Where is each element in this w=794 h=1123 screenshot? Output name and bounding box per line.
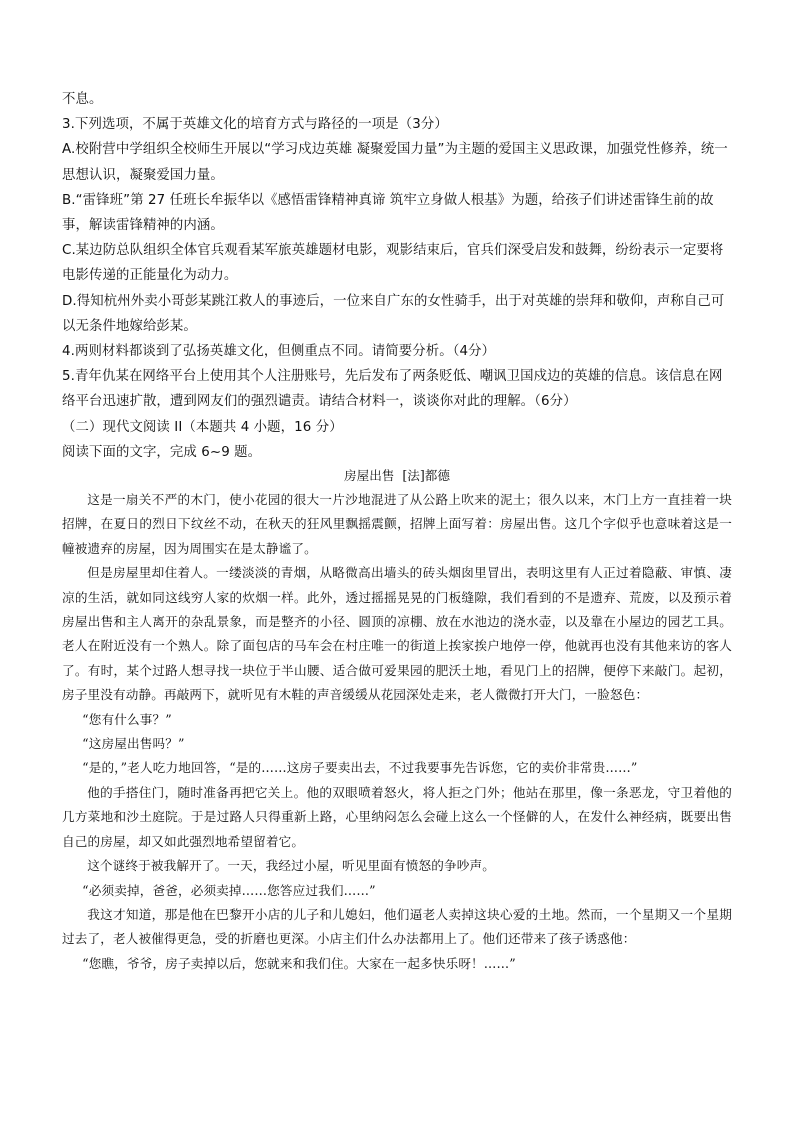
story-dialogue: “这房屋出售吗？” [82,736,185,752]
story-paragraph: 我这才知道，那是他在巴黎开小店的儿子和儿媳妇，他们逼老人卖掉这块心爱的土地。然而，一个星期又一个星期过去了，老人被催得更急，受的折磨也更深。小店主们什么办法都用上了。他们还带来了孩子诱惑他： [62,906,732,947]
story-dialogue: “您有什么事？” [82,711,172,727]
story-paragraph: 这个谜终于被我解开了。一天，我经过小屋，听见里面有愤怒的争吵声。 [87,858,495,874]
questions-block [62,87,732,465]
question-4: 4.两则材料都谈到了弘扬英雄文化，但侧重点不同。请简要分析。（4分） [62,344,496,360]
story-dialogue: “是的，”老人吃力地回答，“是的……这房子要卖出去，不过我要事先告诉您，它的卖价非常贵……” [82,760,638,776]
story-paragraph: 他的手搭住门，随时准备再把它关上。他的双眼喷着怒火，将人拒之门外；他站在那里，像一条恶龙，守卫着他的几方菜地和沙土庭院。于是过路人只得重新上路，心里纳闷怎么会碰上这么一个怪僻的人，在发什么神经病，既要出售自己的房屋，却又如此强烈地希望留着它。 [62,784,732,849]
question-3-option-d: D.得知杭州外卖小哥彭某跳江救人的事迹后，一位来自广东的女性骑手，出于对英雄的崇拜和敬仰，声称自己可以无条件地嫁给彭某。 [62,293,725,334]
story-title-line [0,466,794,486]
question-3-stem: 3.下列选项，不属于英雄文化的培育方式与路径的一项是（3分） [62,117,448,133]
reading-instructions: 阅读下面的文字，完成 6~9 题。 [62,444,262,460]
story-paragraph: 但是房屋里却住着人。一缕淡淡的青烟，从略微高出墙头的砖头烟囱里冒出，表明这里有人正过着隐蔽、审慎、凄凉的生活，就如同这线穷人家的炊烟一样。此外，透过摇摇晃晃的门板缝隙，我们看到的不是遗弃、荒废，以及预示着房屋出售和主人离开的杂乱景象，而是整齐的小径、圆顶的凉棚、放在水池边的浇水壶，以及靠在小屋边的园艺工具。老人在附近没有一个熟人。除了面包店的马车会在村庄唯一的街道上挨家挨户地停一停，他就再也没有其他来访的客人了。有时，某个过路人想寻找一块位于半山腰、适合做可爱果园的肥沃土地，看见门上的招牌，便停下来敲门。起初，房子里没有动静。再敲两下，就听见有木鞋的声音缓缓从花园深处走来，老人微微打开大门，一脸怒色： [62,565,732,703]
story-dialogue: “您瞧，爷爷，房子卖掉以后，您就来和我们住。大家在一起多快乐呀！……” [82,955,516,971]
question-3-option-a: A.校附营中学组织全校师生开展以“学习戍边英雄 凝聚爱国力量”为主题的爱国主义思政课，加强党性修养，统一思想认识，凝聚爱国力量。 [62,142,728,183]
question-3-option-b: B.“雷锋班”第 27 任班长牟振华以《感悟雷锋精神真谛 筑牢立身做人根基》为题，给孩子们讲述雷锋生前的故事，解读雷锋精神的内涵。 [62,192,714,234]
story-title: 房屋出售 [344,468,395,483]
story-dialogue: “必须卖掉，爸爸，必须卖掉……您答应过我们……” [82,882,376,898]
story-paragraph: 这是一扇关不严的木门，使小花园的很大一片沙地混进了从公路上吹来的泥土；很久以来，木门上方一直挂着一块招牌，在夏日的烈日下纹丝不动，在秋天的狂风里飘摇震颤，招牌上面写着：房屋出售。这几个字似乎也意味着这是一幢被遗弃的房屋，因为周围实在是太静谧了。 [62,492,732,556]
story-author: [法]都德 [402,468,450,483]
story-body [62,488,732,976]
question-5: 5.青年仇某在网络平台上使用其个人注册账号，先后发布了两条贬低、嘲讽卫国戍边的英雄的信息。该信息在网络平台迅速扩散，遭到网友们的强烈谴责。请结合材料一，谈谈你对此的理解。（6分） [62,369,723,410]
section-heading: （二）现代文阅读 II（本题共 4 小题，16 分） [62,419,343,435]
question-3-option-c: C.某边防总队组织全体官兵观看某军旅英雄题材电影，观影结束后，官兵们深受启发和鼓舞，纷纷表示一定要将电影传递的正能量化为动力。 [62,243,724,284]
passage-continuation: 不息。 [62,92,103,107]
